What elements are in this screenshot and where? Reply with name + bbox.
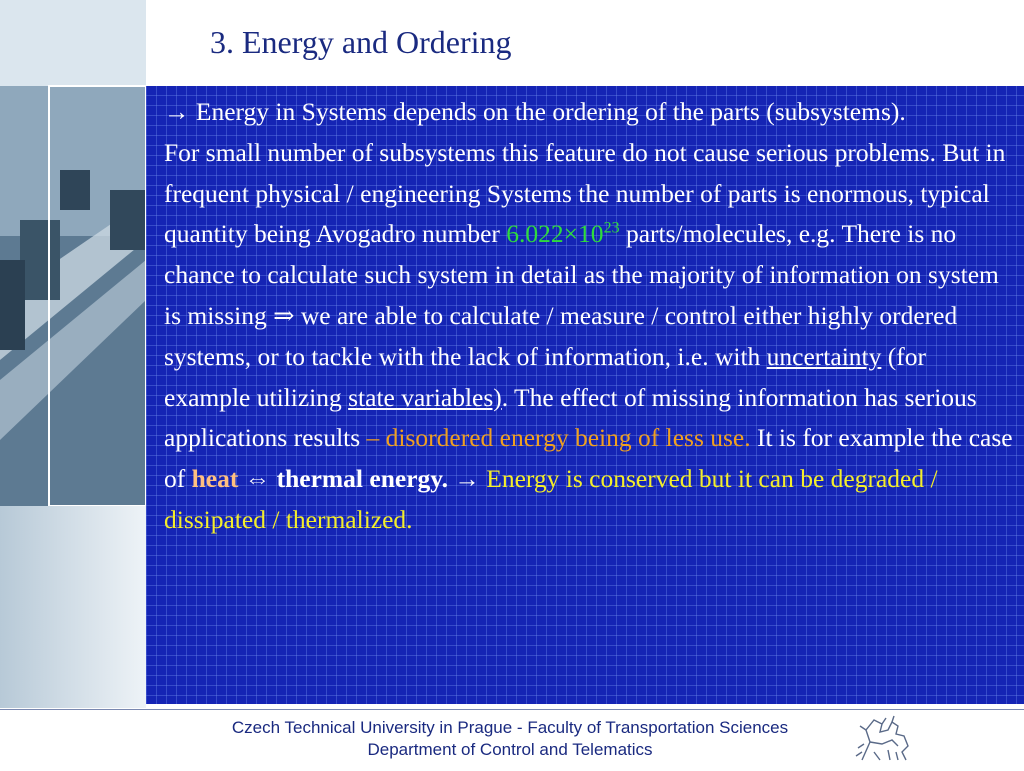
highway-photo: [0, 0, 146, 708]
slide-title: 3. Energy and Ordering: [210, 24, 512, 60]
right-arrow-icon-2: →: [448, 464, 487, 494]
state-variables-term: state variables): [348, 382, 502, 412]
footer-university: Czech Technical University in Prague - Faculty of Transportation Sciences: [231, 718, 789, 737]
disordered-energy-text: – disordered energy being of less use.: [366, 423, 751, 453]
conclusion-text: Energy is conserved but it can be degraded / dissipated / thermalized.: [164, 464, 938, 534]
footer: [160, 717, 860, 761]
footer-divider: [0, 709, 1024, 710]
content-panel: [146, 86, 1024, 704]
thermal-energy-term: thermal energy.: [276, 464, 448, 494]
heat-term: heat: [191, 464, 239, 494]
main-paragraph: [164, 133, 1014, 541]
implies-icon: ⇒: [273, 300, 295, 330]
intro-paragraph: [164, 92, 1014, 133]
right-arrow-icon: →: [164, 97, 190, 126]
avogadro-number: [506, 219, 619, 248]
para-text-3: we are able to calculate / measure / control either highly ordered systems, or to tackle with the lack of information, i.e. with: [164, 300, 958, 371]
para-text-1: For small number of subsystems this feature do not cause serious problems. But in frequent physical / engineering Systems the number of parts is enormous, typical quantity being Avogadro number: [164, 137, 1006, 249]
avogadro-base: 6.022×10: [506, 219, 604, 249]
avogadro-exponent: 23: [603, 219, 620, 237]
equivalence-icon: ⇔: [238, 464, 277, 494]
para-text-6: It is for example the case of: [164, 423, 1013, 494]
footer-department: Department of Control and Telematics: [367, 740, 653, 759]
decorative-side-image: [0, 0, 146, 708]
uncertainty-term: uncertainty: [766, 341, 882, 371]
intro-text: Energy in Systems depends on the ordering of the parts (subsystems).: [189, 97, 906, 126]
para-text-4: (for example utilizing: [164, 341, 926, 412]
ctu-lion-icon: [852, 712, 916, 771]
content-text: [164, 92, 1014, 541]
para-text-5: . The effect of missing information has serious applications results: [164, 382, 977, 453]
para-text-2: parts/molecules, e.g. There is no chance to calculate such system in detail as the majority of information on system is missing: [164, 219, 999, 330]
